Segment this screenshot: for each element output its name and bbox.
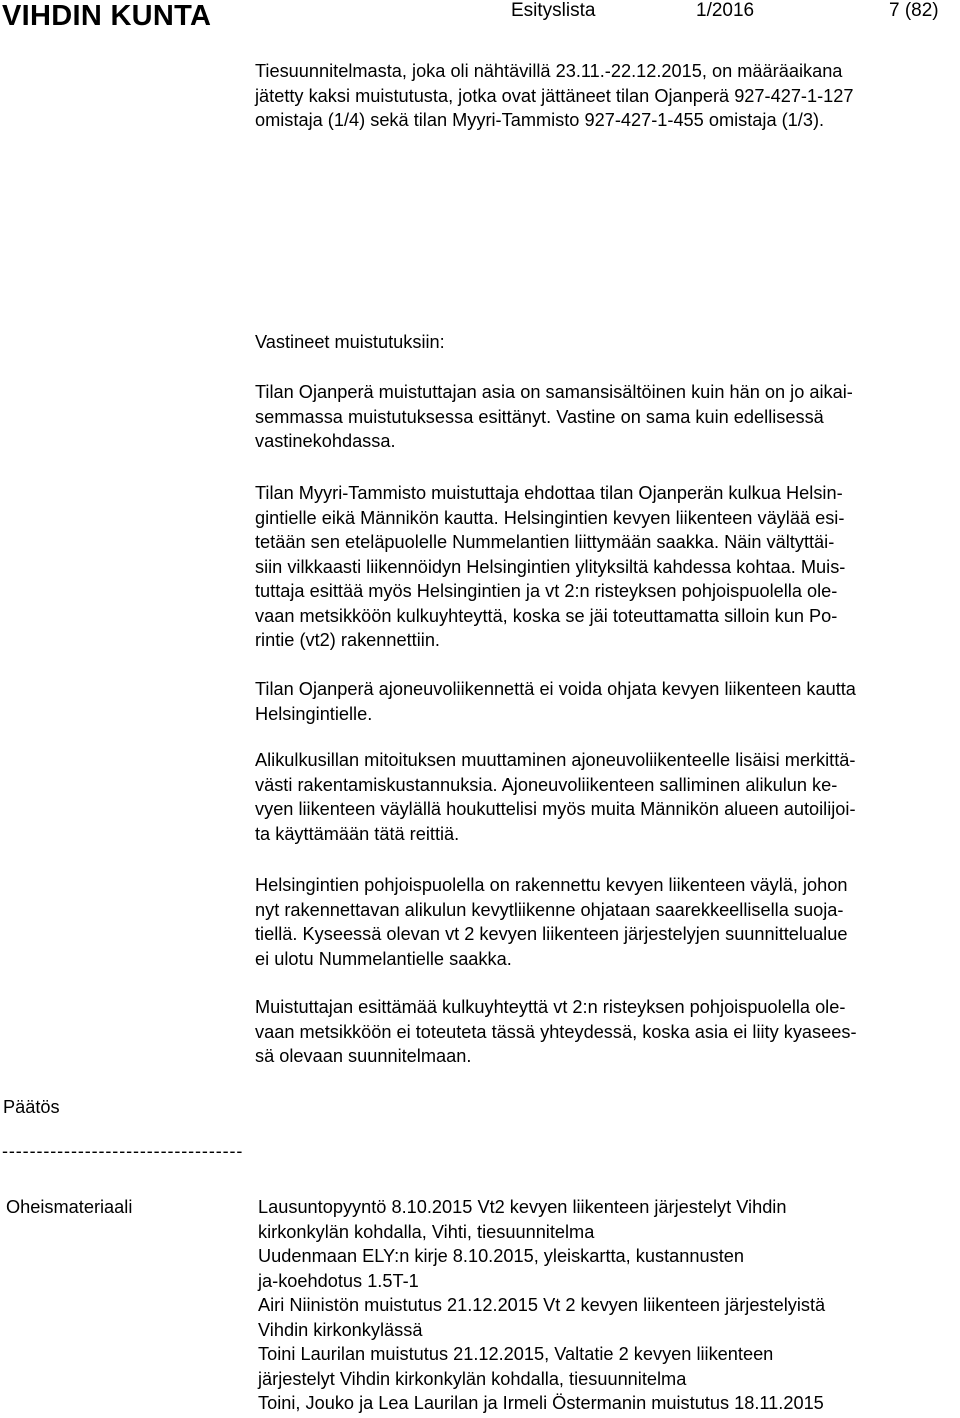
paragraph-line: ta käyttämään tätä reittiä.: [255, 823, 460, 844]
page-number: 7 (82): [889, 0, 939, 21]
decision-heading: Päätös: [3, 1097, 60, 1117]
attachment-item: [258, 1244, 958, 1293]
attachment-item: [258, 1391, 958, 1416]
paragraph-line: nyt rakennettavan alikulun kevytliikenne ohjataan saarekkeellisella suoja-: [255, 899, 844, 920]
paragraph-line: västi rakentamiskustannuksia. Ajoneuvoliikenteen salliminen alikulun ke-: [255, 774, 838, 795]
paragraph-line: Tilan Ojanperä ajoneuvoliikennettä ei voida ohjata kevyen liikenteen kautta: [255, 679, 856, 699]
page-header: [0, 0, 960, 36]
attachment-item: [258, 1342, 958, 1391]
paragraph-line: siin vilkkaasti liikennöidyn Helsingintien ylityksiltä kahdessa kohtaa. Muis-: [255, 556, 846, 577]
organization-name: VIHDIN KUNTA: [2, 0, 212, 32]
attachment-line: järjestelyt Vihdin kirkonkylän kohdalla, tiesuunnitelma: [258, 1368, 687, 1389]
paragraph-line: Tilan Myyri-Tammisto muistuttaja ehdottaa tilan Ojanperän kulkua Helsin-: [255, 483, 843, 503]
paragraph-line: vaan metsikköön kulkuyhteyttä, koska se jäi toteuttamatta silloin kun Po-: [255, 605, 838, 626]
attachment-line: Toini, Jouko ja Lea Laurilan ja Irmeli Östermanin muistutus 18.11.2015: [258, 1393, 824, 1413]
document-number: 1/2016: [696, 0, 755, 21]
response-paragraph-2: [255, 481, 960, 653]
attachments-label: Oheismateriaali: [6, 1197, 133, 1217]
paragraph-line: sä olevaan suunnitelmaan.: [255, 1046, 472, 1066]
intro-line: Tiesuunnitelmasta, joka oli nähtävillä 23.11.-22.12.2015, on määräaikana: [255, 61, 843, 81]
intro-line: omistaja (1/4) sekä tilan Myyri-Tammisto 927-427-1-455 omistaja (1/3).: [255, 110, 825, 130]
attachment-line: ja-koehdotus 1.5T-1: [258, 1270, 419, 1291]
paragraph-line: tiellä. Kyseessä olevan vt 2 kevyen liikenteen järjestelyjen suunnittelualue: [255, 924, 848, 944]
attachment-item: [258, 1195, 958, 1244]
paragraph-line: ei ulotu Nummelantielle saakka.: [255, 948, 512, 969]
response-paragraph-4: [255, 748, 960, 846]
attachment-line: kirkonkylän kohdalla, Vihti, tiesuunnitelma: [258, 1221, 595, 1242]
paragraph-line: Helsingintien pohjoispuolella on rakennettu kevyen liikenteen väylä, johon: [255, 875, 848, 895]
paragraph-line: semmassa muistutuksessa esittänyt. Vastine on sama kuin edellisessä: [255, 406, 824, 427]
paragraph-line: gintielle eikä Männikön kautta. Helsingintien kevyen liikenteen väylää esi-: [255, 507, 845, 528]
response-paragraph-3: [255, 677, 960, 726]
paragraph-line: Alikulkusillan mitoituksen muuttaminen ajoneuvoliikenteelle lisäisi merkittä-: [255, 750, 856, 770]
response-paragraph-6: [255, 995, 960, 1069]
attachment-line: Airi Niinistön muistutus 21.12.2015 Vt 2 kevyen liikenteen järjestelyistä: [258, 1295, 826, 1315]
response-paragraph-1: [255, 380, 960, 454]
paragraph-line: Muistuttajan esittämää kulkuyhteyttä vt 2:n risteyksen pohjoispuolella ole-: [255, 997, 846, 1017]
paragraph-line: vastinekohdassa.: [255, 431, 396, 451]
responses-heading: Vastineet muistutuksiin:: [255, 332, 445, 352]
paragraph-line: tuttaja esittää myös Helsingintien ja vt 2:n risteyksen pohjoispuolella ole-: [255, 581, 838, 601]
attachment-line: Uudenmaan ELY:n kirje 8.10.2015, yleiskartta, kustannusten: [258, 1246, 744, 1266]
attachments-list: [258, 1195, 958, 1416]
paragraph-line: Tilan Ojanperä muistuttajan asia on samansisältöinen kuin hän on jo aikai-: [255, 382, 853, 402]
response-paragraph-5: [255, 873, 960, 971]
attachment-line: Lausuntopyyntö 8.10.2015 Vt2 kevyen liikenteen järjestelyt Vihdin: [258, 1197, 787, 1217]
attachment-item: [258, 1293, 958, 1342]
paragraph-line: tetään sen eteläpuolelle Nummelantien liittymään saakka. Näin vältyttäi-: [255, 532, 835, 552]
attachment-line: Vihdin kirkonkylässä: [258, 1319, 423, 1340]
intro-line: jätetty kaksi muistutusta, jotka ovat jättäneet tilan Ojanperä 927-427-1-127: [255, 85, 854, 106]
attachment-line: Toini Laurilan muistutus 21.12.2015, Valtatie 2 kevyen liikenteen: [258, 1344, 774, 1364]
paragraph-line: rintie (vt2) rakennettiin.: [255, 630, 440, 650]
paragraph-line: Helsingintielle.: [255, 703, 373, 724]
paragraph-line: vyen liikenteen väylällä houkuttelisi myös muita Männikön alueen autoilijoi-: [255, 799, 856, 819]
separator-line: -----------------------------------: [2, 1141, 244, 1161]
paragraph-line: vaan metsikköön ei toteuteta tässä yhteydessä, koska asia ei liity kyasees-: [255, 1021, 857, 1042]
document-type: Esityslista: [511, 0, 596, 21]
intro-paragraph: [255, 59, 960, 133]
